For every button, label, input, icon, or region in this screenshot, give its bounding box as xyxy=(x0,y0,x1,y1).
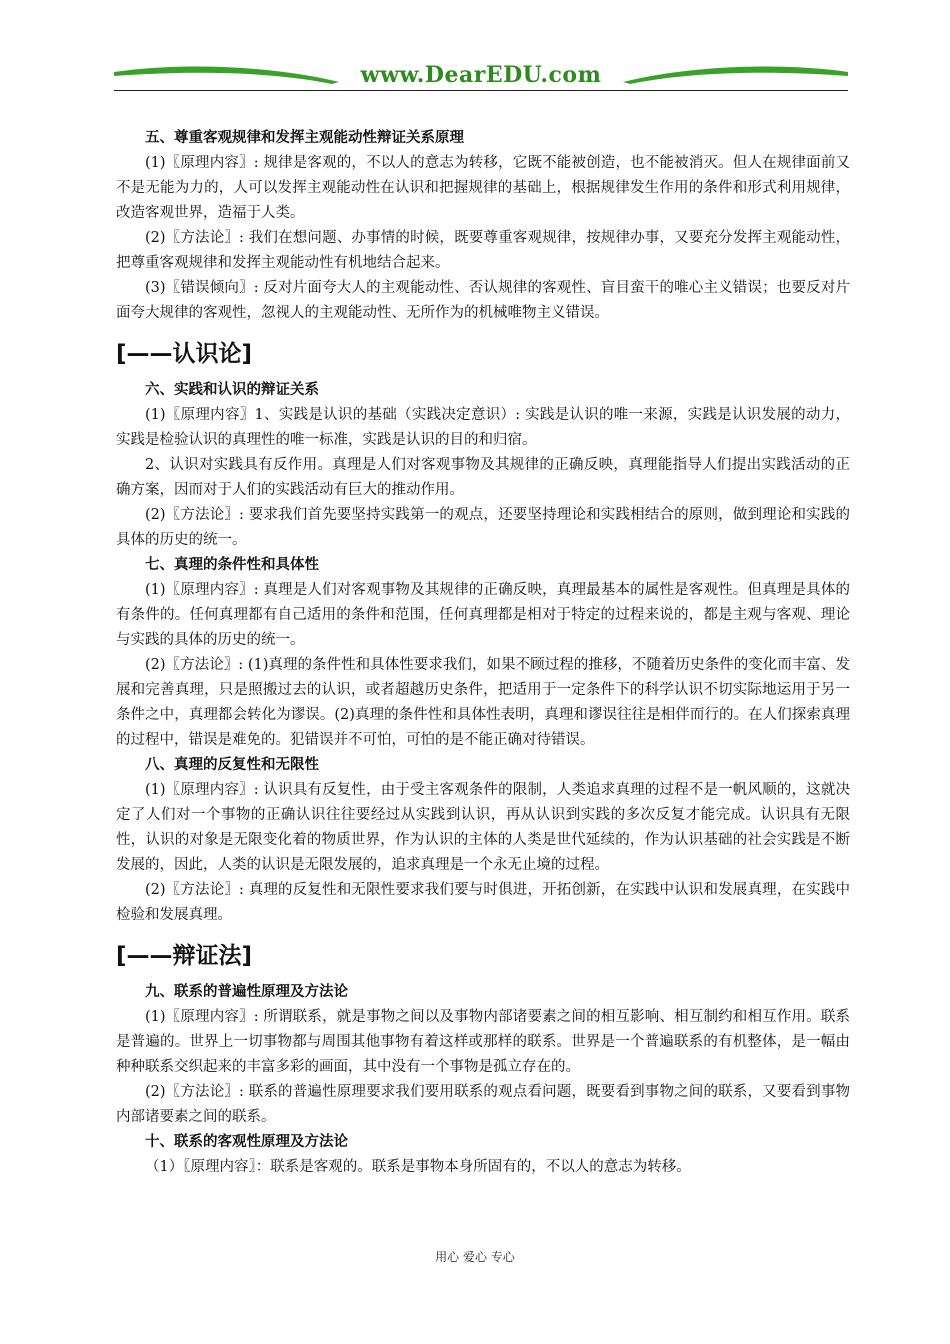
page-footer: 用心 爱心 专心 xyxy=(435,1250,515,1264)
paragraph: (2)〖方法论〗: 真理的反复性和无限性要求我们要与时俱进，开拓创新，在实践中认识和发展真理，在实践中检验和发展真理。 xyxy=(116,882,850,923)
page-header xyxy=(114,60,848,94)
paragraph: (1)〖原理内容〗1、实践是认识的基础（实践决定意识）: 实践是认识的唯一来源，实践是认识发展的动力，实践是检验认识的真理性的唯一标准，实践是认识的目的和归宿。 xyxy=(116,407,850,448)
section-heading: 八、真理的反复性和无限性 xyxy=(145,757,319,773)
paragraph: (2)〖方法论〗: (1)真理的条件性和具体性要求我们，如果不顾过程的推移，不随着历史条件的变化而丰富、发展和完善真理，只是照搬过去的认识，或者超越历史条件，把适用于一定条件下的科学认识不切实际地运用于另一条件之中，真理都会转化为谬误。(2)真理的条件性和具体性表明，真理和谬误往往是相伴而行的。在人们探索真理的过程中，错误是难免的。犯错误并不可怕，可怕的是不能正确对待错误。 xyxy=(116,657,850,748)
section-heading: 九、联系的普遍性原理及方法论 xyxy=(145,984,348,1000)
paragraph: (1)〖原理内容〗: 真理是人们对客观事物及其规律的正确反映，真理最基本的属性是客观性。但真理是具体的有条件的。任何真理都有自己适用的条件和范围，任何真理都是相对于特定的过程来说的，都是主观与客观、理论与实践的具体的历史的统一。 xyxy=(116,582,850,648)
paragraph: (2)〖方法论〗: 要求我们首先要坚持实践第一的观点，还要坚持理论和实践相结合的原则，做到理论和实践的具体的历史的统一。 xyxy=(116,507,850,548)
paragraph: (2)〖方法论〗: 联系的普遍性原理要求我们要用联系的观点看问题，既要看到事物之间的联系，又要看到事物内部诸要素之间的联系。 xyxy=(116,1084,850,1125)
section-heading: 十、联系的客观性原理及方法论 xyxy=(145,1134,348,1150)
part-heading: [——认识论] xyxy=(116,341,253,367)
paragraph: （1）〖原理内容〗：联系是客观的。联系是事物本身所固有的，不以人的意志为转移。 xyxy=(145,1159,691,1175)
paragraph: (2)〖方法论〗: 我们在想问题、办事情的时候，既要尊重客观规律，按规律办事，又要充分发挥主观能动性，把尊重客观规律和发挥主观能动性有机地结合起来。 xyxy=(116,230,850,271)
header-rule xyxy=(114,90,848,91)
paragraph: (1)〖原理内容〗: 规律是客观的，不以人的意志为转移，它既不能被创造，也不能被消灭。但人在规律面前又不是无能为力的，人可以发挥主观能动性在认识和把握规律的基础上，根据规律发生作用的条件和形式利用规律，改造客观世界，造福于人类。 xyxy=(116,155,850,221)
paragraph: (3)〖错误倾向〗: 反对片面夸大人的主观能动性、否认规律的客观性、盲目蛮干的唯心主义错误；也要反对片面夸大规律的客观性，忽视人的主观能动性、无所作为的机械唯物主义错误。 xyxy=(116,280,850,321)
part-heading: [——辩证法] xyxy=(116,943,253,969)
section-heading: 六、实践和认识的辩证关系 xyxy=(145,382,319,398)
site-logo-text[interactable]: www.DearEDU.com xyxy=(360,62,602,88)
paragraph: 2、认识对实践具有反作用。真理是人们对客观事物及其规律的正确反映，真理能指导人们提出实践活动的正确方案，因而对于人们的实践活动有巨大的推动作用。 xyxy=(116,457,850,498)
section-heading: 五、尊重客观规律和发挥主观能动性辩证关系原理 xyxy=(145,130,464,146)
paragraph: (1)〖原理内容〗: 所谓联系，就是事物之间以及事物内部诸要素之间的相互影响、相互制约和相互作用。联系是普遍的。世界上一切事物都与周围其他事物有着这样或那样的联系。世界是一个普遍联系的有机整体，是一幅由种种联系交织起来的丰富多彩的画面，其中没有一个事物是孤立存在的。 xyxy=(116,1009,850,1075)
document-body xyxy=(116,126,850,1180)
section-heading: 七、真理的条件性和具体性 xyxy=(145,557,319,573)
paragraph: (1)〖原理内容〗: 认识具有反复性，由于受主客观条件的限制，人类追求真理的过程不是一帆风顺的，这就决定了人们对一个事物的正确认识往往要经过从实践到认识，再从认识到实践的多次反复才能完成。认识具有无限性，认识的对象是无限变化着的物质世界，作为认识的主体的人类是世代延续的，作为认识基础的社会实践是不断发展的，因此，人类的认识是无限发展的，追求真理是一个永无止境的过程。 xyxy=(116,782,850,873)
